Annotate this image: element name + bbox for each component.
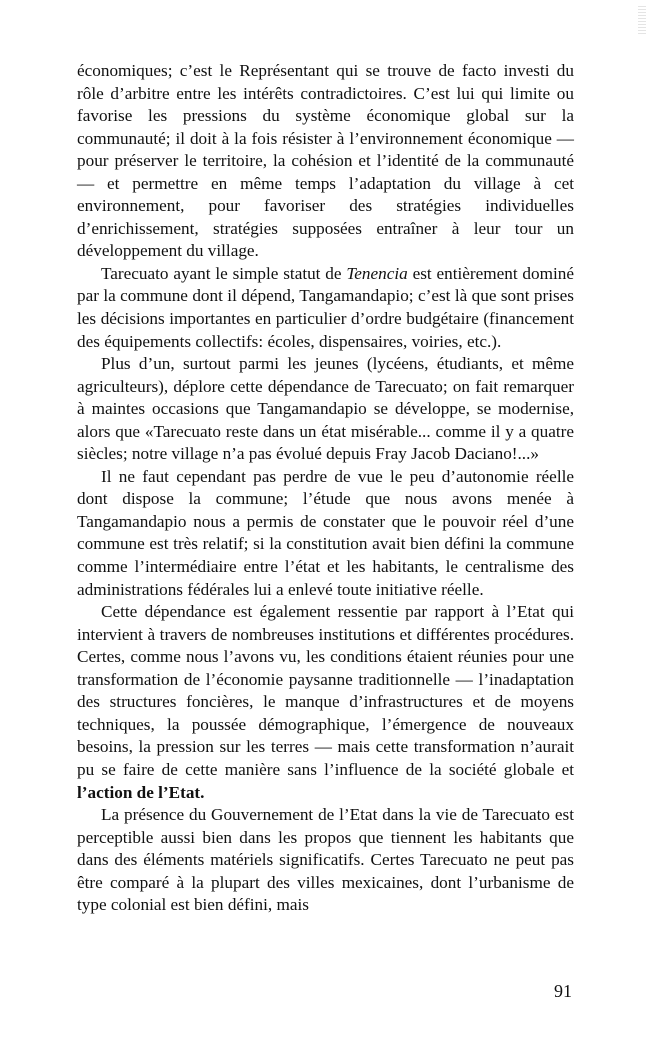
paragraph-5 xyxy=(77,601,574,804)
bold-action-etat: l’action de l’Etat. xyxy=(77,782,205,802)
paragraph-2-end: est entièrement dominé par la commune dont il dépend, Tangamandapio; c’est là que sont prises les décisions importantes en particulier d’ordre budgétaire (financement des équipements collectifs: écoles, dispensaires, voiries, etc.). xyxy=(77,263,574,351)
page-body xyxy=(77,60,574,917)
paragraph-3: Plus d’un, surtout parmi les jeunes (lycéens, étudiants, et même agriculteurs), déplore cette dépendance de Tarecuato; on fait remarquer à maintes occasions que Tangamandapio se développe, se modernise, alors que «Tarecuato reste dans un état misérable... comme il y a quatre siècles; notre village n’a pas évolué depuis Fray Jacob Daciano!...» xyxy=(77,354,574,464)
emphasis-tenencia: Tenencia xyxy=(346,263,408,283)
page-number: 91 xyxy=(554,981,572,1001)
paragraph-2-start: Tarecuato ayant le simple statut de xyxy=(101,263,347,283)
paragraph-5-start: Cette dépendance est également ressentie par rapport à l’Etat qui intervient à travers de nombreuses institutions et différentes procédures. Certes, comme nous l’avons vu, les conditions étaient réunies pour une transformation de l’économie paysanne traditionnelle — l’inadaptation des structures foncières, le manque d’infrastructures et de moyens techniques, la poussée démographique, l’émergence de nouveaux besoins, la pression sur les terres — mais cette transformation n’aurait pu se faire de cette manière sans l’influence de la société globale et xyxy=(77,602,574,779)
paragraph-2 xyxy=(77,263,574,353)
paragraph-4: Il ne faut cependant pas perdre de vue le peu d’autonomie réelle dont dispose la commune; l’étude que nous avons menée à Tangamandapio nous a permis de constater que le pouvoir réel d’une commune est très relatif; si la constitution avait bien défini la commune comme l’intermédiaire entre l’état et les habitants, le centralisme des administrations fédérales lui a enlevé toute initiative réelle. xyxy=(77,466,574,599)
paragraph-6: La présence du Gouvernement de l’Etat dans la vie de Tarecuato est perceptible aussi bien dans les propos que tiennent les habitants que dans des éléments matériels significatifs. Certes Tarecuato ne peut pas être comparé à la plupart des villes mexicaines, dont l’urbanisme de type colonial est bien défini, mais xyxy=(77,805,574,915)
paragraph-1: économiques; c’est le Représentant qui se trouve de facto investi du rôle d’arbitre entre les intérêts contradictoires. C’est lui qui limite ou favorise les pressions du système économique global sur la communauté; il doit à la fois résister à l’environnement économique — pour préserver le territoire, la cohésion et l’identité de la communauté — et permettre en même temps l’adaptation du village à cet environnement, pour favoriser des stratégies individuelles d’enrichissement, stratégies supposées entraîner à leur tour un développement du village. xyxy=(77,61,574,261)
scan-edge-mark xyxy=(638,6,646,36)
